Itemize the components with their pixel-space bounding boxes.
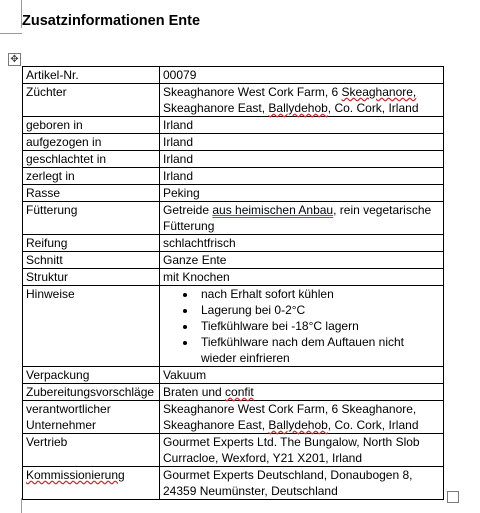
grammar-flagged-phrase[interactable]: aus heimischen Anbau [212,203,334,217]
table-row [23,269,444,286]
row-label[interactable]: Artikel-Nr. [23,67,160,84]
document-title: Zusatzinformationen Ente [22,13,201,29]
table-row [23,235,444,252]
row-value[interactable]: Ganze Ente [160,252,444,269]
row-value[interactable]: Peking [160,185,444,202]
spelling-flagged-word[interactable]: Skeaghanore, [341,85,417,99]
row-label[interactable]: Vertrieb [23,434,160,467]
table-row [23,185,444,202]
row-value[interactable] [160,384,444,401]
row-label[interactable]: Hinweise [23,286,160,367]
row-value[interactable]: Gourmet Experts Ltd. The Bungalow, North Slob Curracloe, Wexford, Y21 X201, Irland [160,434,444,467]
row-value[interactable]: Irland [160,117,444,134]
spelling-flagged-word[interactable]: Ballydehob [268,101,328,115]
row-value[interactable]: schlachtfrisch [160,235,444,252]
table-row [23,134,444,151]
text-fragment: Skeaghanore West Cork Farm, 6 Skeaghanore, Skeaghanore East, [163,402,417,432]
row-value[interactable]: 00079 [160,67,444,84]
row-label[interactable] [23,467,160,500]
move-icon[interactable]: ✥ [8,53,21,66]
table-row [23,67,444,84]
row-label[interactable]: Fütterung [23,202,160,235]
info-table [22,66,444,500]
row-label[interactable]: geboren in [23,117,160,134]
row-label[interactable]: Verpackung [23,367,160,384]
text-fragment: Getreide [163,203,213,217]
table-row [23,84,444,117]
row-label[interactable]: verantwortlicher Unternehmer [23,401,160,434]
row-label[interactable]: Zubereitungsvorschläge [23,384,160,401]
table-row [23,434,444,467]
spelling-flagged-word[interactable]: Ballydehob [268,418,328,432]
row-value[interactable]: Gourmet Experts Deutschland, Donaubogen 8, 24359 Neumünster, Deutschland [160,467,444,500]
notes-list [163,286,440,366]
row-label[interactable]: geschlachtet in [23,151,160,168]
table-row [23,286,444,367]
list-item[interactable]: • nach Erhalt sofort kühlen [197,286,440,302]
row-value[interactable]: Irland [160,168,444,185]
table-row [23,168,444,185]
page-margin-marker [21,498,22,513]
row-label[interactable]: Züchter [23,84,160,117]
table-row [23,401,444,434]
text-fragment: Skeaghanore East, [163,101,269,115]
row-value[interactable] [160,401,444,434]
list-item[interactable]: • Lagerung bei 0-2°C [197,302,440,318]
page-margin-marker [0,33,22,34]
table-row [23,151,444,168]
row-value[interactable]: Vakuum [160,367,444,384]
row-label[interactable]: Schnitt [23,252,160,269]
table-row [23,117,444,134]
text-fragment: , Co. Cork, Irland [327,101,419,115]
resize-handle-icon[interactable] [447,491,459,503]
table-row [23,202,444,235]
row-value[interactable] [160,84,444,117]
row-label[interactable]: Struktur [23,269,160,286]
spelling-flagged-word: Kommissionierung [26,468,125,482]
row-label[interactable]: aufgezogen in [23,134,160,151]
table-row [23,384,444,401]
row-value[interactable]: Irland [160,134,444,151]
text-fragment: , Co. Cork, Irland [327,418,419,432]
row-value[interactable]: Irland [160,151,444,168]
text-fragment: Skeaghanore West Cork Farm, 6 [163,85,342,99]
list-item[interactable]: • Tiefkühlware nach dem Auftauen nicht wieder einfrieren [197,334,440,366]
text-fragment: , rein vegetarische Fütterung [163,203,432,233]
row-value[interactable] [160,202,444,235]
table-row [23,252,444,269]
row-value[interactable]: mit Knochen [160,269,444,286]
text-fragment: Braten und [163,385,226,399]
list-item[interactable]: • Tiefkühlware bei -18°C lagern [197,318,440,334]
table-row [23,467,444,500]
row-label[interactable]: Reifung [23,235,160,252]
row-label[interactable]: Rasse [23,185,160,202]
table-row [23,367,444,384]
spelling-flagged-word[interactable]: confit [225,385,254,399]
row-value[interactable] [160,286,444,367]
row-label[interactable]: zerlegt in [23,168,160,185]
